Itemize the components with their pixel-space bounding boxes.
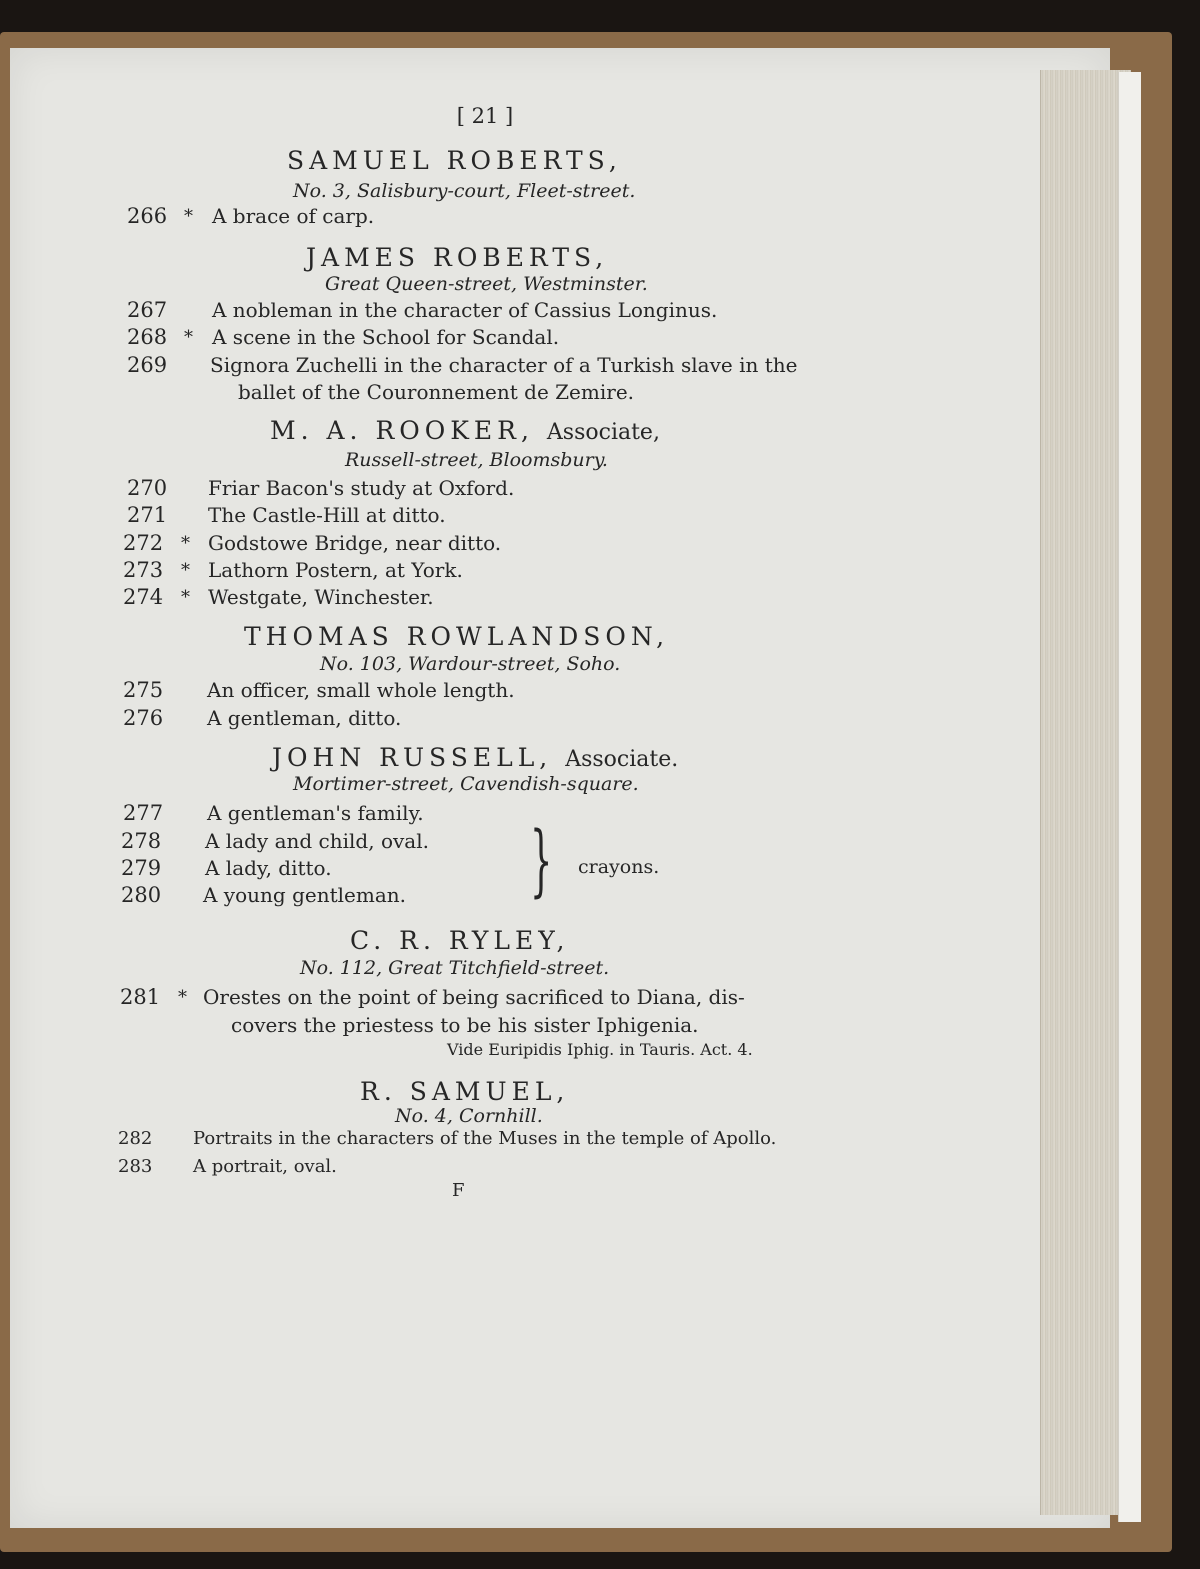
artist-address: No. 103, Wardour-street, Soho. bbox=[320, 653, 621, 675]
catalogue-number: 275 bbox=[123, 678, 164, 702]
entry-title: Godstowe Bridge, near ditto. bbox=[208, 531, 502, 555]
star-mark: * bbox=[178, 987, 187, 1008]
catalogue-number: 272 bbox=[123, 531, 164, 555]
page-number: [ 21 ] bbox=[456, 104, 514, 128]
catalogue-number: 267 bbox=[127, 298, 168, 322]
entry-title: A lady and child, oval. bbox=[205, 829, 429, 853]
catalogue-number: 269 bbox=[127, 353, 168, 377]
catalogue-number: 271 bbox=[127, 503, 168, 527]
catalogue-number: 274 bbox=[123, 585, 164, 609]
entry-title: A young gentleman. bbox=[203, 883, 406, 907]
entry-title: Lathorn Postern, at York. bbox=[208, 558, 463, 582]
entry-title: Orestes on the point of being sacrificed to Diana, dis- bbox=[203, 985, 745, 1009]
catalogue-number: 277 bbox=[123, 801, 164, 825]
catalogue-number: 282 bbox=[118, 1128, 153, 1149]
entry-title: Portraits in the characters of the Muses in the temple of Apollo. bbox=[193, 1128, 777, 1149]
entry-title: A gentleman's family. bbox=[207, 801, 424, 825]
signature-mark: F bbox=[452, 1180, 465, 1201]
artist-heading: C. R. RYLEY, bbox=[350, 926, 570, 955]
entry-title: The Castle-Hill at ditto. bbox=[208, 503, 446, 527]
entry-title: A lady, ditto. bbox=[205, 856, 332, 880]
artist-address: Mortimer-street, Cavendish-square. bbox=[293, 773, 639, 795]
catalogue-number: 276 bbox=[123, 706, 164, 730]
entry-title: An officer, small whole length. bbox=[207, 678, 515, 702]
artist-heading: R. SAMUEL, bbox=[360, 1077, 570, 1106]
entry-continuation: covers the priestess to be his sister Iphigenia. bbox=[231, 1013, 699, 1037]
catalogue-number: 273 bbox=[123, 558, 164, 582]
artist-address: No. 112, Great Titchfield-street. bbox=[300, 957, 610, 979]
entry-title: A portrait, oval. bbox=[193, 1156, 337, 1177]
catalogue-number: 281 bbox=[120, 985, 161, 1009]
entry-continuation: ballet of the Couronnement de Zemire. bbox=[238, 380, 635, 404]
entry-title: Signora Zuchelli in the character of a Turkish slave in the bbox=[210, 353, 798, 377]
classical-reference: Vide Euripidis Iphig. in Tauris. Act. 4. bbox=[447, 1040, 753, 1059]
artist-rank: Associate, bbox=[546, 420, 660, 445]
artist-address: No. 3, Salisbury-court, Fleet-street. bbox=[293, 180, 636, 202]
catalogue-number: 278 bbox=[121, 829, 162, 853]
entry-title: A brace of carp. bbox=[212, 204, 375, 228]
entry-title: A gentleman, ditto. bbox=[207, 706, 402, 730]
catalogue-number: 266 bbox=[127, 204, 168, 228]
artist-heading bbox=[270, 416, 660, 445]
catalogue-number: 279 bbox=[121, 856, 162, 880]
catalogue-number: 283 bbox=[118, 1156, 153, 1177]
artist-heading: JAMES ROBERTS, bbox=[306, 243, 609, 272]
artist-rank: Associate. bbox=[565, 747, 679, 772]
star-mark: * bbox=[181, 533, 190, 554]
catalogue-number: 268 bbox=[127, 325, 168, 349]
entry-title: A scene in the School for Scandal. bbox=[212, 325, 560, 349]
artist-heading bbox=[272, 743, 678, 772]
right-brace-icon: } bbox=[530, 816, 553, 906]
star-mark: * bbox=[184, 327, 193, 348]
entry-title: Friar Bacon's study at Oxford. bbox=[208, 476, 515, 500]
catalogue-number: 270 bbox=[127, 476, 168, 500]
artist-name: M. A. ROOKER, bbox=[270, 416, 534, 445]
artist-address: Great Queen-street, Westminster. bbox=[325, 273, 648, 295]
entry-title: Westgate, Winchester. bbox=[208, 585, 434, 609]
entry-title: A nobleman in the character of Cassius Longinus. bbox=[212, 298, 718, 322]
artist-heading: THOMAS ROWLANDSON, bbox=[244, 622, 670, 651]
star-mark: * bbox=[181, 560, 190, 581]
artist-name: JOHN RUSSELL, bbox=[272, 743, 553, 772]
artist-address: Russell-street, Bloomsbury. bbox=[345, 449, 608, 471]
star-mark: * bbox=[184, 206, 193, 227]
star-mark: * bbox=[181, 587, 190, 608]
catalogue-number: 280 bbox=[121, 883, 162, 907]
artist-heading: SAMUEL ROBERTS, bbox=[287, 146, 622, 175]
artist-address: No. 4, Cornhill. bbox=[395, 1105, 543, 1127]
medium-label: crayons. bbox=[578, 856, 660, 878]
